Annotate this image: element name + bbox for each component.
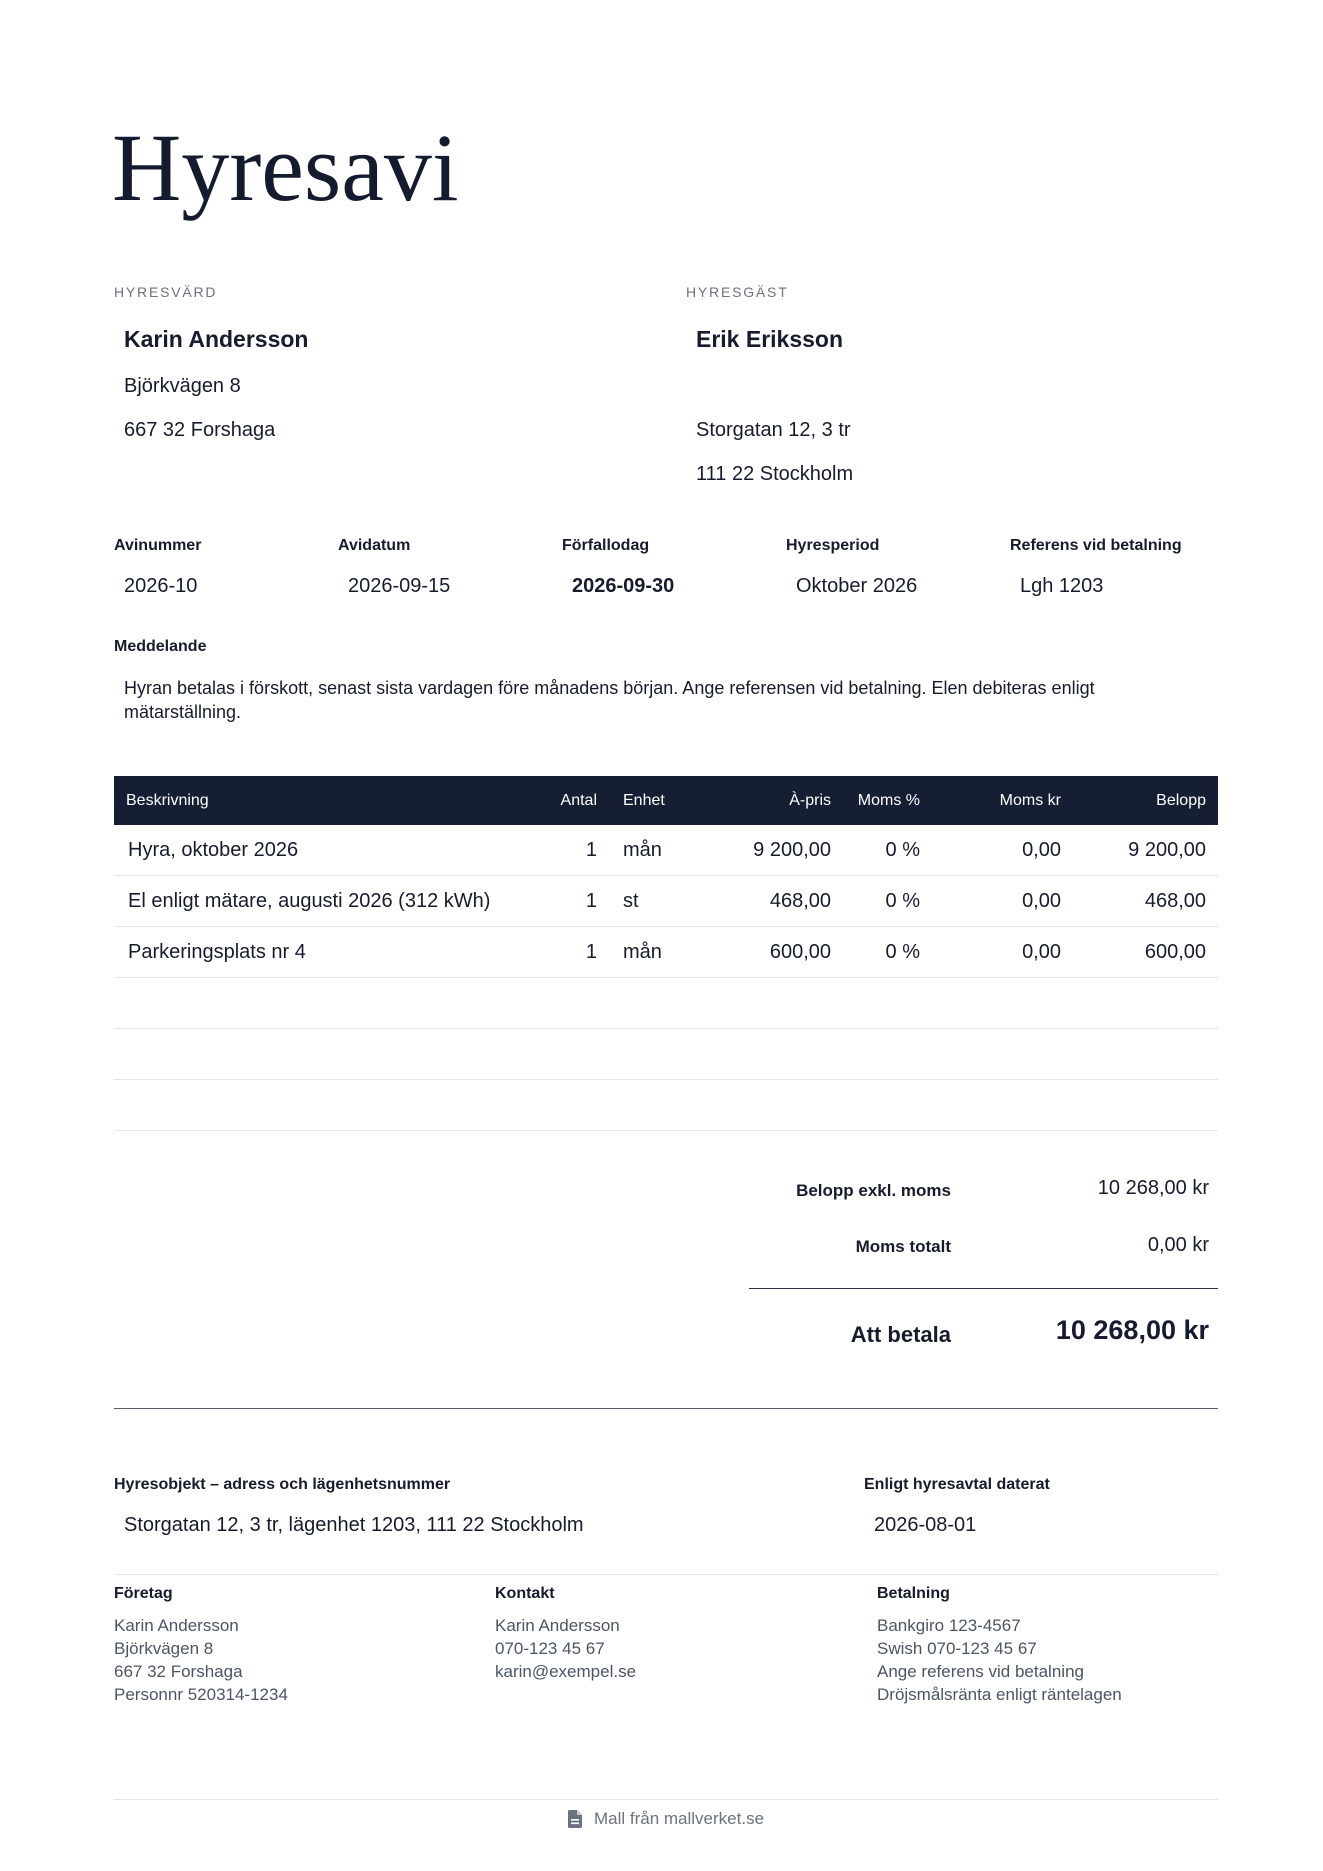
cell-vat-amount: 0,00	[926, 876, 1067, 927]
footer-heading: Företag	[114, 1585, 173, 1602]
line-items-table	[114, 776, 1218, 1131]
column-header-description: Beskrivning	[114, 776, 520, 825]
cell-unit: st	[603, 876, 700, 927]
meta-rent-period	[786, 536, 1010, 599]
meta-value: 2026-09-30	[572, 575, 675, 597]
meta-label: Avidatum	[338, 537, 411, 554]
cell-unit-price: 600,00	[700, 927, 837, 978]
cell-description: Parkeringsplats nr 4	[114, 927, 520, 978]
footer-heading: Kontakt	[495, 1585, 555, 1602]
column-header-unit: Enhet	[603, 776, 700, 825]
column-header-unit-price: À-pris	[700, 776, 837, 825]
footer-line: 070-123 45 67	[495, 1639, 605, 1658]
footer-line: Dröjsmålsränta enligt räntelagen	[877, 1685, 1122, 1704]
address-line: 111 22 Stockholm	[696, 463, 854, 485]
invoice-meta	[114, 536, 1234, 599]
meta-value: Lgh 1203	[1020, 575, 1104, 597]
credit-divider	[114, 1799, 1218, 1800]
column-header-quantity: Antal	[520, 776, 603, 825]
amount-due-value: 10 268,00 kr	[1055, 1315, 1209, 1345]
cell-amount: 600,00	[1067, 927, 1218, 978]
template-credit-link[interactable]	[114, 1808, 1218, 1830]
property-label: Hyresobjekt – adress och lägenhetsnummer	[114, 1476, 451, 1493]
address-line: 667 32 Forshaga	[124, 419, 276, 441]
landlord-name: Karin Andersson	[124, 326, 309, 352]
vat-total-label: Moms totalt	[855, 1237, 951, 1256]
footer-line: karin@exempel.se	[495, 1662, 637, 1681]
meta-invoice-date	[338, 536, 562, 599]
empty-row	[114, 978, 1218, 1029]
column-header-amount: Belopp	[1067, 776, 1218, 825]
cell-quantity: 1	[520, 927, 603, 978]
footer-line: Björkvägen 8	[114, 1639, 214, 1658]
cell-vat-percent: 0 %	[837, 825, 926, 876]
cell-unit: mån	[603, 825, 700, 876]
totals-divider	[749, 1288, 1218, 1289]
footer-line: Ange referens vid betalning	[877, 1662, 1084, 1681]
table-row	[114, 825, 1218, 876]
meta-payment-reference	[1010, 536, 1234, 599]
contract-date-label: Enligt hyresavtal daterat	[864, 1476, 1050, 1493]
footer-line: 667 32 Forshaga	[114, 1662, 243, 1681]
column-header-vat-amount: Moms kr	[926, 776, 1067, 825]
message-text: Hyran betalas i förskott, senast sista vardagen före månadens början. Ange referensen vid betalning. Elen debiteras enligt mätarställning.	[124, 678, 1095, 722]
footer-payment	[877, 1584, 1122, 1706]
cell-vat-percent: 0 %	[837, 876, 926, 927]
subtotal-value: 10 268,00 kr	[1097, 1177, 1209, 1199]
tenant-address	[696, 408, 853, 496]
footer-contact	[495, 1584, 636, 1683]
cell-vat-percent: 0 %	[837, 927, 926, 978]
table-row	[114, 927, 1218, 978]
tenant-label: HYRESGÄST	[686, 284, 789, 300]
footer-line: Swish 070-123 45 67	[877, 1639, 1037, 1658]
meta-label: Avinummer	[114, 537, 202, 554]
address-line: Storgatan 12, 3 tr	[696, 419, 851, 441]
document-icon	[568, 1810, 582, 1828]
landlord-address	[124, 364, 275, 452]
contract-date-value: 2026-08-01	[874, 1514, 977, 1536]
cell-unit: mån	[603, 927, 700, 978]
meta-label: Förfallodag	[562, 537, 650, 554]
footer-line: Bankgiro 123-4567	[877, 1616, 1021, 1635]
vat-total-value: 0,00 kr	[1147, 1234, 1209, 1256]
cell-vat-amount: 0,00	[926, 825, 1067, 876]
cell-description: El enligt mätare, augusti 2026 (312 kWh)	[114, 876, 520, 927]
subtotal-label: Belopp exkl. moms	[796, 1181, 951, 1200]
meta-label: Hyresperiod	[786, 537, 880, 554]
cell-description: Hyra, oktober 2026	[114, 825, 520, 876]
footer-heading: Betalning	[877, 1585, 950, 1602]
meta-value: 2026-10	[124, 575, 198, 597]
message-label: Meddelande	[114, 638, 207, 655]
amount-due-label: Att betala	[850, 1322, 951, 1347]
document-title: Hyresavi	[112, 114, 459, 221]
meta-due-date	[562, 536, 786, 599]
cell-unit-price: 468,00	[700, 876, 837, 927]
tenant-name: Erik Eriksson	[696, 326, 844, 352]
property-value: Storgatan 12, 3 tr, lägenhet 1203, 111 22 Stockholm	[124, 1514, 584, 1536]
footer-line: Personnr 520314-1234	[114, 1685, 288, 1704]
cell-amount: 468,00	[1067, 876, 1218, 927]
section-divider	[114, 1408, 1218, 1409]
column-header-vat-percent: Moms %	[837, 776, 926, 825]
table-header-row	[114, 776, 1218, 825]
footer-company	[114, 1584, 288, 1706]
credit-text: Mall från mallverket.se	[593, 1809, 765, 1828]
footer-line: Karin Andersson	[495, 1616, 620, 1635]
cell-unit-price: 9 200,00	[700, 825, 837, 876]
cell-quantity: 1	[520, 876, 603, 927]
footer-line: Karin Andersson	[114, 1616, 239, 1635]
footer-divider	[114, 1574, 1218, 1575]
table-row	[114, 876, 1218, 927]
address-line: Björkvägen 8	[124, 375, 241, 397]
meta-value: Oktober 2026	[796, 575, 918, 597]
empty-row	[114, 1080, 1218, 1131]
landlord-label: HYRESVÄRD	[114, 284, 218, 300]
meta-value: 2026-09-15	[348, 575, 451, 597]
cell-amount: 9 200,00	[1067, 825, 1218, 876]
cell-quantity: 1	[520, 825, 603, 876]
cell-vat-amount: 0,00	[926, 927, 1067, 978]
empty-row	[114, 1029, 1218, 1080]
meta-invoice-number	[114, 536, 338, 599]
meta-label: Referens vid betalning	[1010, 537, 1182, 554]
